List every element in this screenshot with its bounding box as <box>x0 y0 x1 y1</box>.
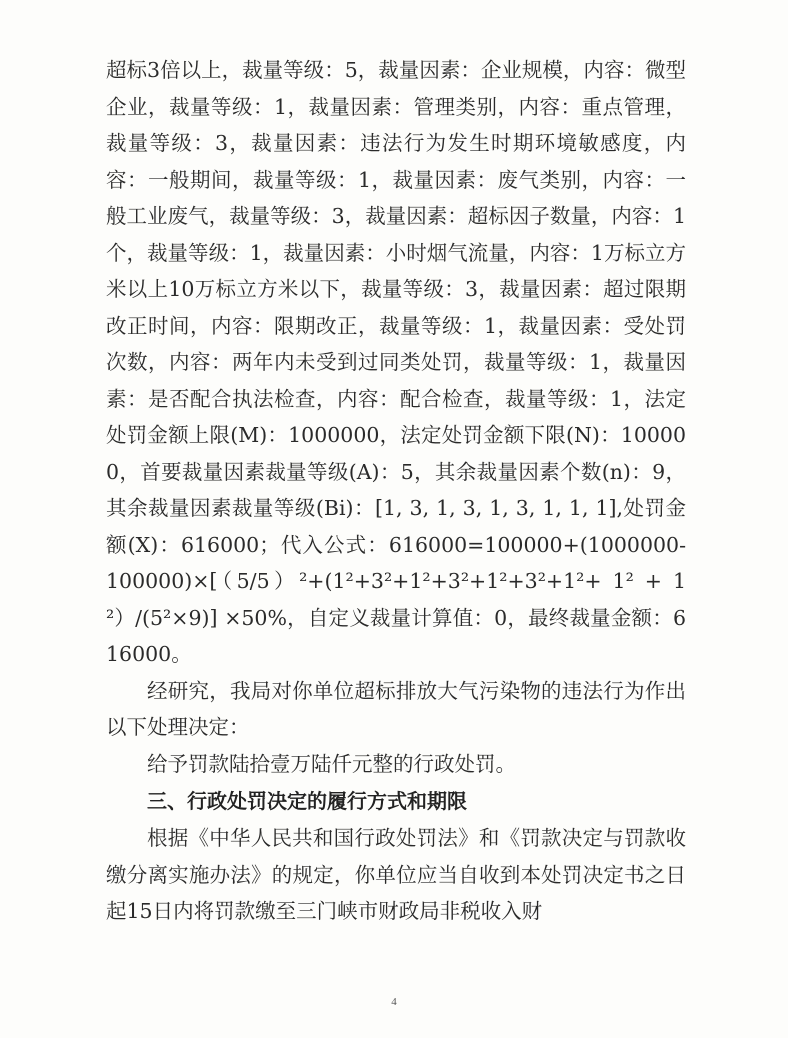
decision-intro-paragraph: 经研究，我局对你单位超标排放大气污染物的违法行为作出以下处理决定： <box>106 678 686 739</box>
payment-terms-paragraph: 根据《中华人民共和国行政处罚法》和《罚款决定与罚款收缴分离实施办法》的规定，你单位应当自收到本处罚决定书之日起15日内将罚款缴至三门峡市财政局非税收入财 <box>106 826 686 923</box>
penalty-paragraph: 给予罚款陆拾壹万陆仟元整的行政处罚。 <box>147 751 516 776</box>
discretion-details-paragraph: 超标3倍以上，裁量等级：5，裁量因素：企业规模，内容：微型企业，裁量等级：1，裁量因素：管理类别，内容：重点管理，裁量等级：3，裁量因素：违法行为发生时期环境敏感度，内容：一般期间，裁量等级：1，裁量因素：废气类别，内容：一般工业废气，裁量等级：3，裁量因素：超标因子数量，内容：1个，裁量等级：1，裁量因素：小时烟气流量，内容：1万标立方米以上10万标立方米以下，裁量等级：3，裁量因素：超过限期改正时间，内容：限期改正，裁量等级：1，裁量因素：受处罚次数，内容：两年内未受到过同类处罚，裁量等级：1，裁量因素：是否配合执法检查，内容：配合检查，裁量等级：1，法定处罚金额上限(M)：1000000，法定处罚金额下限(N)：100000，首要裁量因素裁量等级(A)：5，其余裁量因素个数(n)：9，其余裁量因素裁量等级(Bi)：[1, 3, 1, 3, 1, 3, 1, 1, 1],处罚金额(X)：616000；代入公式：616000=100000+(1000000-100000)×[（5/5）²+(1²+3²+1²+3²+1²+3²+1²+ 1² + 1²）/(5²×9)] ×50%，自定义裁量计算值：0，最终裁量金额：616000。 <box>106 58 686 666</box>
section-heading: 三、行政处罚决定的履行方式和期限 <box>147 789 467 813</box>
page-number: 4 <box>391 996 397 1008</box>
document-body <box>106 52 686 930</box>
